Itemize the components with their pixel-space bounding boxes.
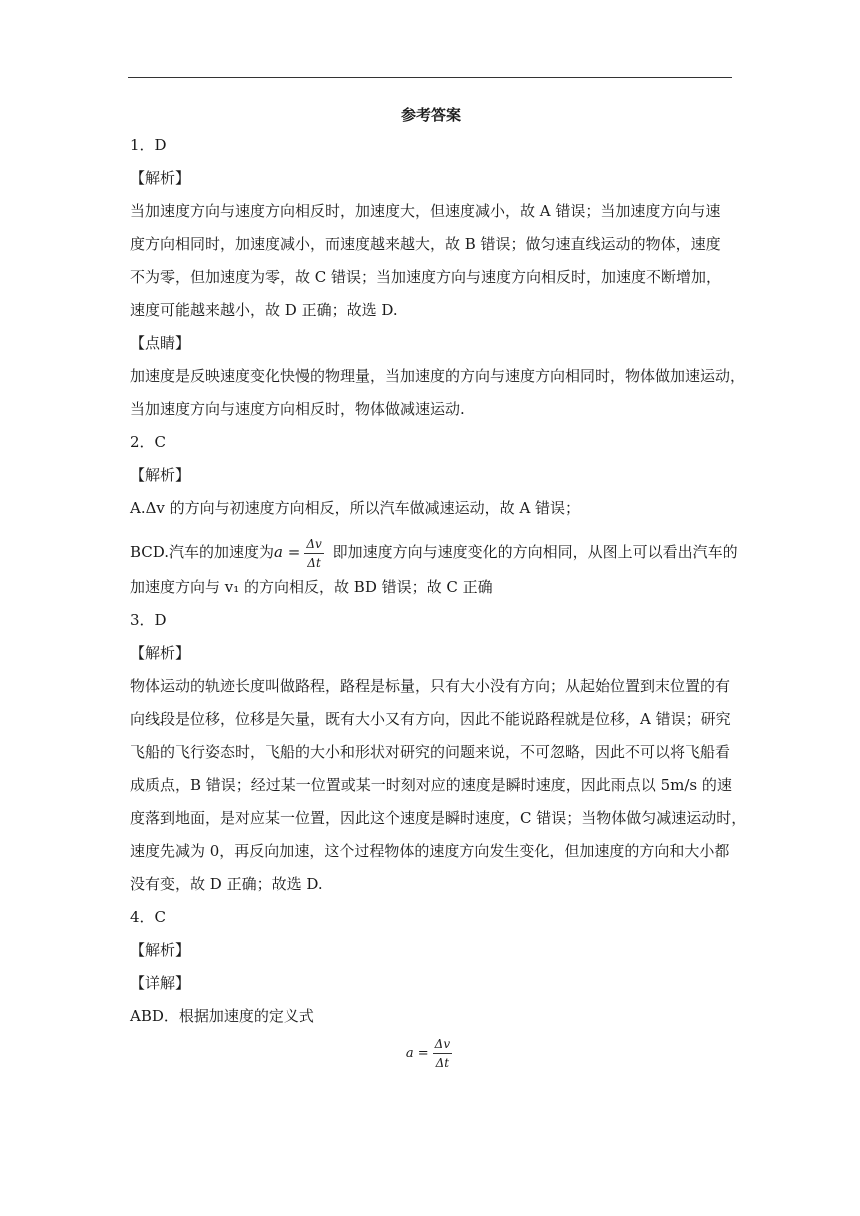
q2-number: 2．C xyxy=(130,433,167,451)
q2-formula-fraction xyxy=(304,535,323,572)
page-title: 参考答案 xyxy=(400,106,461,124)
q3-analysis-line: 向线段是位移，位移是矢量，既有大小又有方向，因此不能说路程就是位移，A 错误；研究 xyxy=(130,710,731,728)
q2-analysis-tag: 【解析】 xyxy=(130,466,191,484)
q4-detail-tag: 【详解】 xyxy=(130,974,191,992)
q3-number: 3．D xyxy=(130,611,167,629)
q1-comment-tag: 【点睛】 xyxy=(130,334,191,352)
q1-analysis-line: 速度可能越来越小，故 D 正确；故选 D. xyxy=(130,301,398,319)
q3-analysis-line: 度落到地面，是对应某一位置，因此这个速度是瞬时速度，C 错误；当物体做匀减速运动时， xyxy=(130,809,747,827)
q1-analysis-tag: 【解析】 xyxy=(130,169,191,187)
q3-analysis-tag: 【解析】 xyxy=(130,644,191,662)
q1-analysis-line: 当加速度方向与速度方向相反时，加速度大，但速度减小，故 A 错误；当加速度方向与速 xyxy=(130,202,721,220)
q3-analysis-line: 速度先减为 0，再反向加速，这个过程物体的速度方向发生变化，但加速度的方向和大小都 xyxy=(130,842,730,860)
q2-bcd-prefix: BCD.汽车的加速度为 xyxy=(130,543,275,561)
q1-comment xyxy=(130,365,746,420)
q4-analysis-tag: 【解析】 xyxy=(130,941,191,959)
q4-formula-lhs: a = xyxy=(405,1046,429,1061)
q3-analysis-line: 物体运动的轨迹长度叫做路程，路程是标量，只有大小没有方向；从起始位置到末位置的有 xyxy=(130,677,731,695)
q3-analysis xyxy=(130,675,747,895)
q1-analysis-line: 度方向相同时，加速度减小，而速度越来越大，故 B 错误；做匀速直线运动的物体，速度 xyxy=(130,235,721,253)
q4-formula-numerator: Δv xyxy=(433,1035,452,1054)
q2-bcd-suffix: 即加速度方向与速度变化的方向相同，从图上可以看出汽车的 xyxy=(332,543,738,561)
q1-comment-line: 加速度是反映速度变化快慢的物理量，当加速度的方向与速度方向相同时，物体做加速运动， xyxy=(130,367,746,385)
q4-number: 4．C xyxy=(130,908,167,926)
q4-formula-fraction xyxy=(433,1035,452,1072)
q2-line-bcd xyxy=(130,530,738,574)
q2-line-a: A.Δv 的方向与初速度方向相反，所以汽车做减速运动，故 A 错误； xyxy=(130,499,581,517)
q3-analysis-line: 没有变，故 D 正确；故选 D. xyxy=(130,875,323,893)
q1-number: 1．D xyxy=(130,136,167,154)
q2-formula-denominator: Δt xyxy=(307,555,321,570)
q2-formula-numerator: Δv xyxy=(304,535,323,554)
header-rule xyxy=(128,77,732,78)
q1-analysis-line: 不为零，但加速度为零，故 C 错误；当加速度方向与速度方向相反时，加速度不断增加， xyxy=(130,268,722,286)
answer-page xyxy=(130,100,747,1072)
q4-line-abd: ABD．根据加速度的定义式 xyxy=(130,1007,314,1025)
q2-formula-lhs: a = xyxy=(274,543,301,561)
q3-analysis-line: 飞船的飞行姿态时，飞船的大小和形状对研究的问题来说，不可忽略，因此不可以将飞船看 xyxy=(130,743,731,761)
q4-formula-denominator: Δt xyxy=(435,1056,450,1070)
q2-line-last: 加速度方向与 v₁ 的方向相反，故 BD 错误；故 C 正确 xyxy=(130,578,493,596)
q1-analysis xyxy=(130,200,732,321)
q1-comment-line: 当加速度方向与速度方向相反时，物体做减速运动. xyxy=(130,400,465,418)
q4-formula xyxy=(130,1035,732,1072)
q3-analysis-line: 成质点，B 错误；经过某一位置或某一时刻对应的速度是瞬时速度，因此雨点以 5m/s 的速 xyxy=(130,776,732,794)
